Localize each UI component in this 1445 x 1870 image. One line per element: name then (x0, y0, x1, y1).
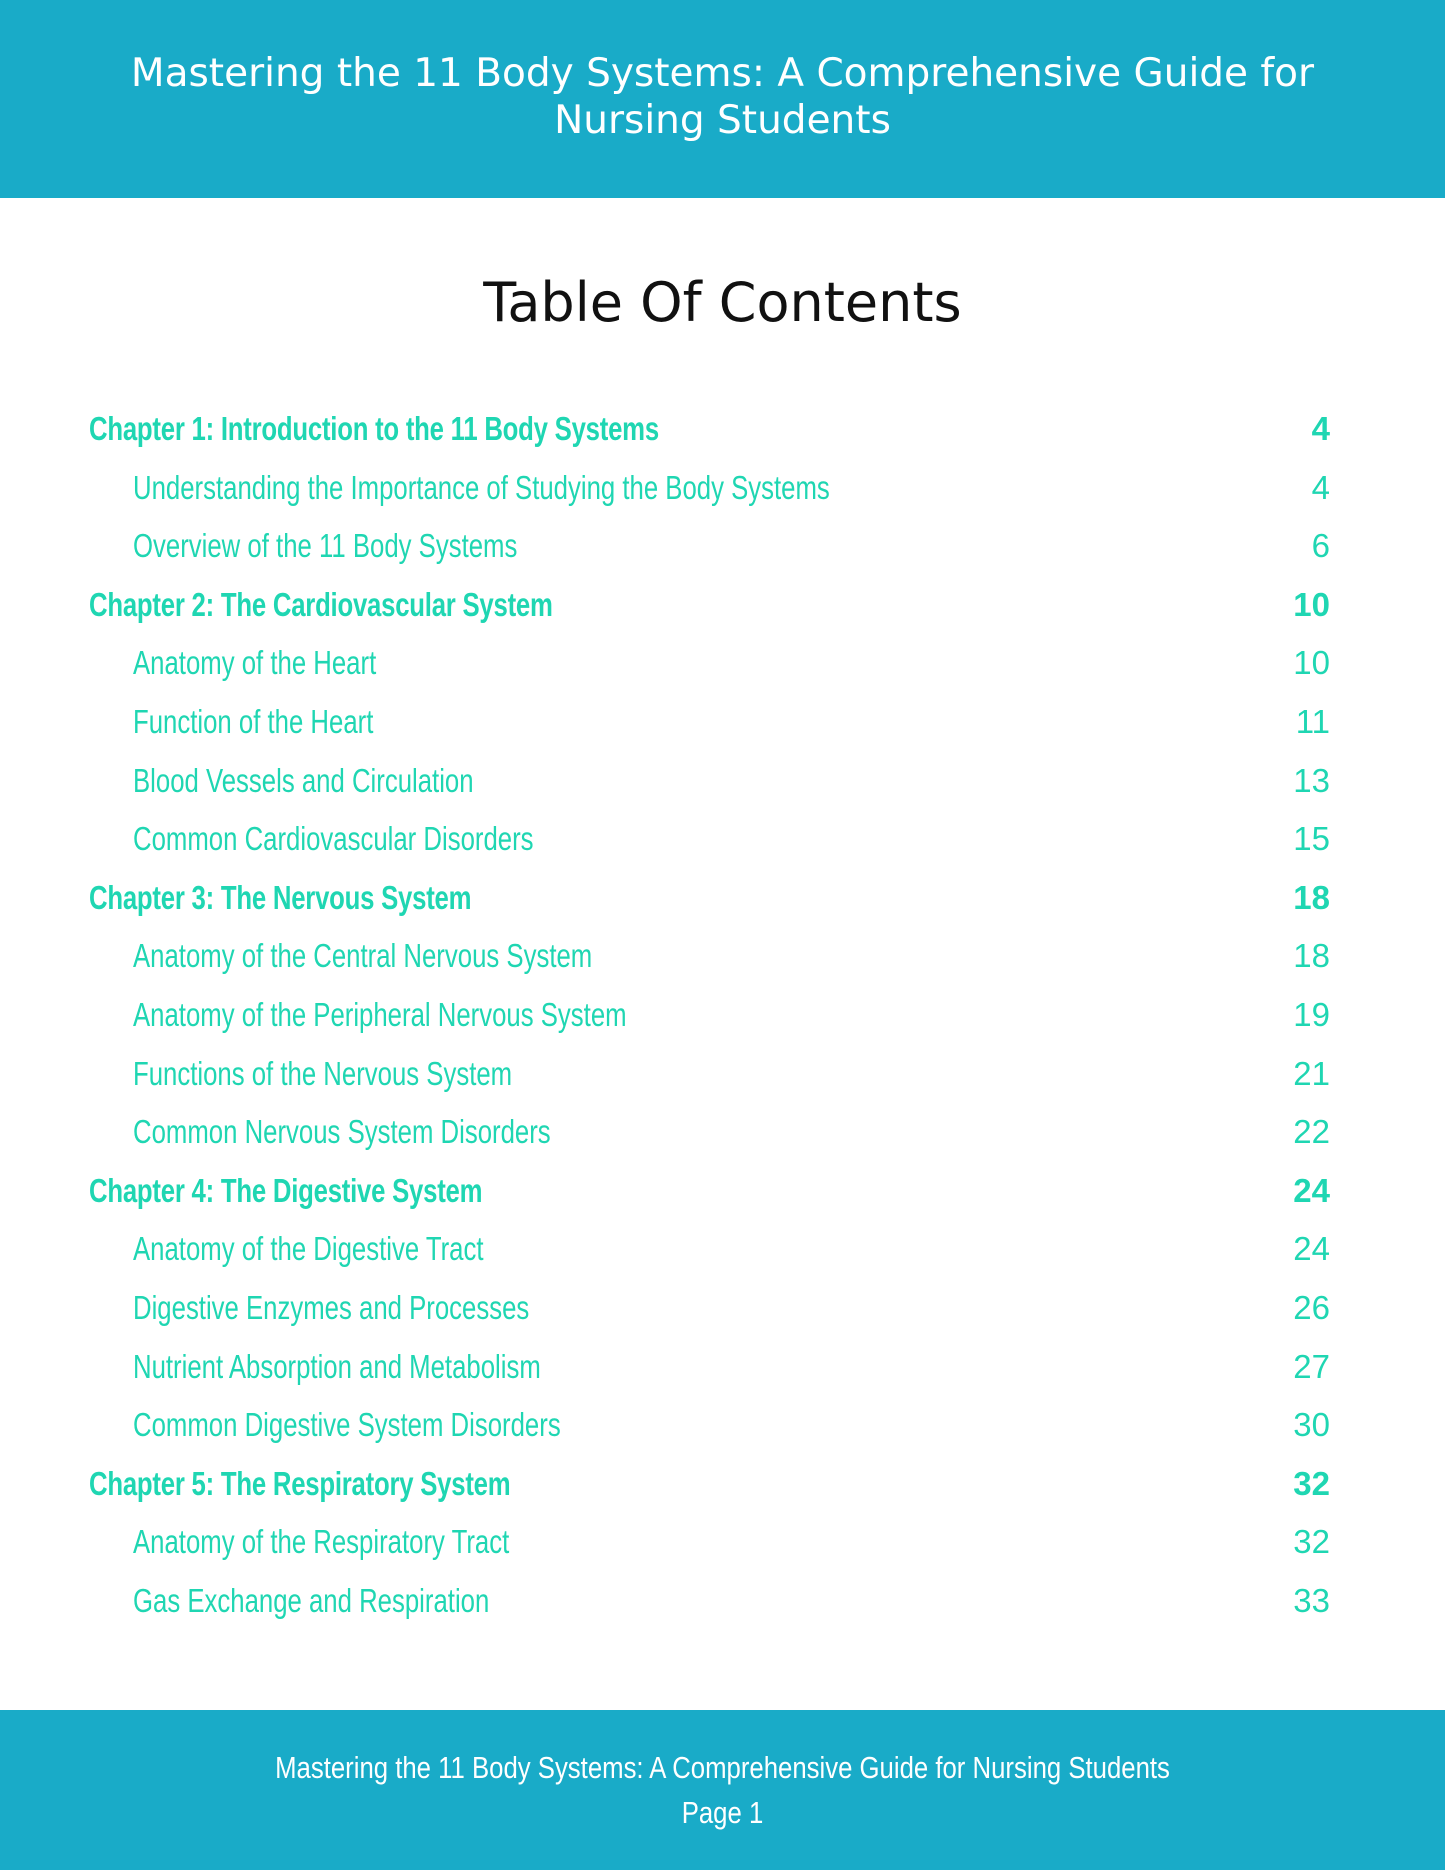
toc-chapter-entry[interactable] (0, 874, 1445, 933)
toc-entry-label: Chapter 5: The Respiratory System (89, 1464, 511, 1502)
toc-entry-page: 30 (1293, 1406, 1330, 1444)
toc-section-entry[interactable] (0, 522, 1445, 581)
toc-section-entry[interactable] (0, 1050, 1445, 1109)
toc-entry-page: 24 (1293, 1230, 1330, 1268)
footer-band (0, 1710, 1445, 1870)
toc-entry-page: 21 (1293, 1054, 1330, 1092)
toc-entry-label: Common Cardiovascular Disorders (133, 820, 534, 858)
toc-heading: Table Of Contents (483, 271, 962, 334)
toc-entry-label: Anatomy of the Peripheral Nervous System (133, 995, 627, 1033)
toc-entry-label: Anatomy of the Digestive Tract (133, 1230, 484, 1268)
toc-entry-page: 18 (1293, 937, 1330, 975)
toc-entry-label: Functions of the Nervous System (133, 1054, 513, 1092)
toc-section-entry[interactable] (0, 815, 1445, 874)
toc-entry-label: Common Nervous System Disorders (133, 1113, 551, 1151)
toc-entry-page: 26 (1293, 1288, 1330, 1326)
toc-section-entry[interactable] (0, 698, 1445, 757)
toc-entry-label: Digestive Enzymes and Processes (133, 1288, 530, 1326)
toc-entry-page: 22 (1293, 1113, 1330, 1151)
toc-entry-label: Function of the Heart (133, 702, 374, 740)
toc-entry-label: Anatomy of the Respiratory Tract (133, 1523, 510, 1561)
document-title: Mastering the 11 Body Systems: A Comprehensive Guide for Nursing Students (130, 51, 1315, 143)
toc-entry-page: 32 (1293, 1464, 1330, 1502)
toc-section-entry[interactable] (0, 464, 1445, 523)
toc-entry-page: 18 (1293, 878, 1330, 916)
toc-section-entry[interactable] (0, 1401, 1445, 1460)
toc-entry-label: Gas Exchange and Respiration (133, 1581, 490, 1619)
table-of-contents (0, 405, 1445, 1635)
toc-entry-page: 11 (1295, 702, 1330, 740)
toc-entry-page: 15 (1293, 820, 1330, 858)
toc-entry-page: 4 (1311, 410, 1330, 447)
toc-entry-page: 33 (1293, 1581, 1330, 1619)
toc-entry-page: 6 (1311, 527, 1330, 565)
page-number: Page 1 (681, 1795, 764, 1830)
toc-entry-page: 10 (1293, 644, 1330, 682)
toc-chapter-entry[interactable] (0, 1167, 1445, 1226)
toc-chapter-entry[interactable] (0, 581, 1445, 640)
toc-entry-label: Understanding the Importance of Studying the Body Systems (133, 468, 830, 506)
toc-section-entry[interactable] (0, 1284, 1445, 1343)
footer-title: Mastering the 11 Body Systems: A Comprehensive Guide for Nursing Students (275, 1750, 1170, 1785)
toc-entry-page: 19 (1293, 995, 1330, 1033)
toc-entry-label: Chapter 1: Introduction to the 11 Body Systems (89, 410, 659, 447)
toc-section-entry[interactable] (0, 1343, 1445, 1402)
toc-entry-page: 24 (1293, 1171, 1330, 1209)
toc-entry-label: Nutrient Absorption and Metabolism (133, 1347, 541, 1385)
toc-chapter-entry[interactable] (0, 405, 1445, 464)
toc-section-entry[interactable] (0, 932, 1445, 991)
toc-section-entry[interactable] (0, 1108, 1445, 1167)
toc-section-entry[interactable] (0, 639, 1445, 698)
toc-entry-label: Overview of the 11 Body Systems (133, 527, 518, 565)
toc-section-entry[interactable] (0, 991, 1445, 1050)
toc-entry-page: 13 (1293, 761, 1330, 799)
toc-section-entry[interactable] (0, 1518, 1445, 1577)
toc-entry-label: Chapter 3: The Nervous System (89, 878, 472, 916)
toc-entry-label: Chapter 4: The Digestive System (89, 1171, 483, 1209)
toc-chapter-entry[interactable] (0, 1460, 1445, 1519)
toc-section-entry[interactable] (0, 1577, 1445, 1636)
toc-entry-label: Anatomy of the Heart (133, 644, 377, 682)
toc-entry-label: Blood Vessels and Circulation (133, 761, 474, 799)
toc-entry-page: 10 (1293, 585, 1330, 623)
toc-section-entry[interactable] (0, 757, 1445, 816)
toc-entry-page: 4 (1311, 468, 1330, 506)
toc-section-entry[interactable] (0, 1225, 1445, 1284)
toc-entry-page: 27 (1293, 1347, 1330, 1385)
toc-entry-label: Anatomy of the Central Nervous System (133, 937, 593, 975)
toc-entry-label: Common Digestive System Disorders (133, 1406, 561, 1444)
toc-entry-page: 32 (1293, 1523, 1330, 1561)
toc-entry-label: Chapter 2: The Cardiovascular System (89, 585, 553, 623)
